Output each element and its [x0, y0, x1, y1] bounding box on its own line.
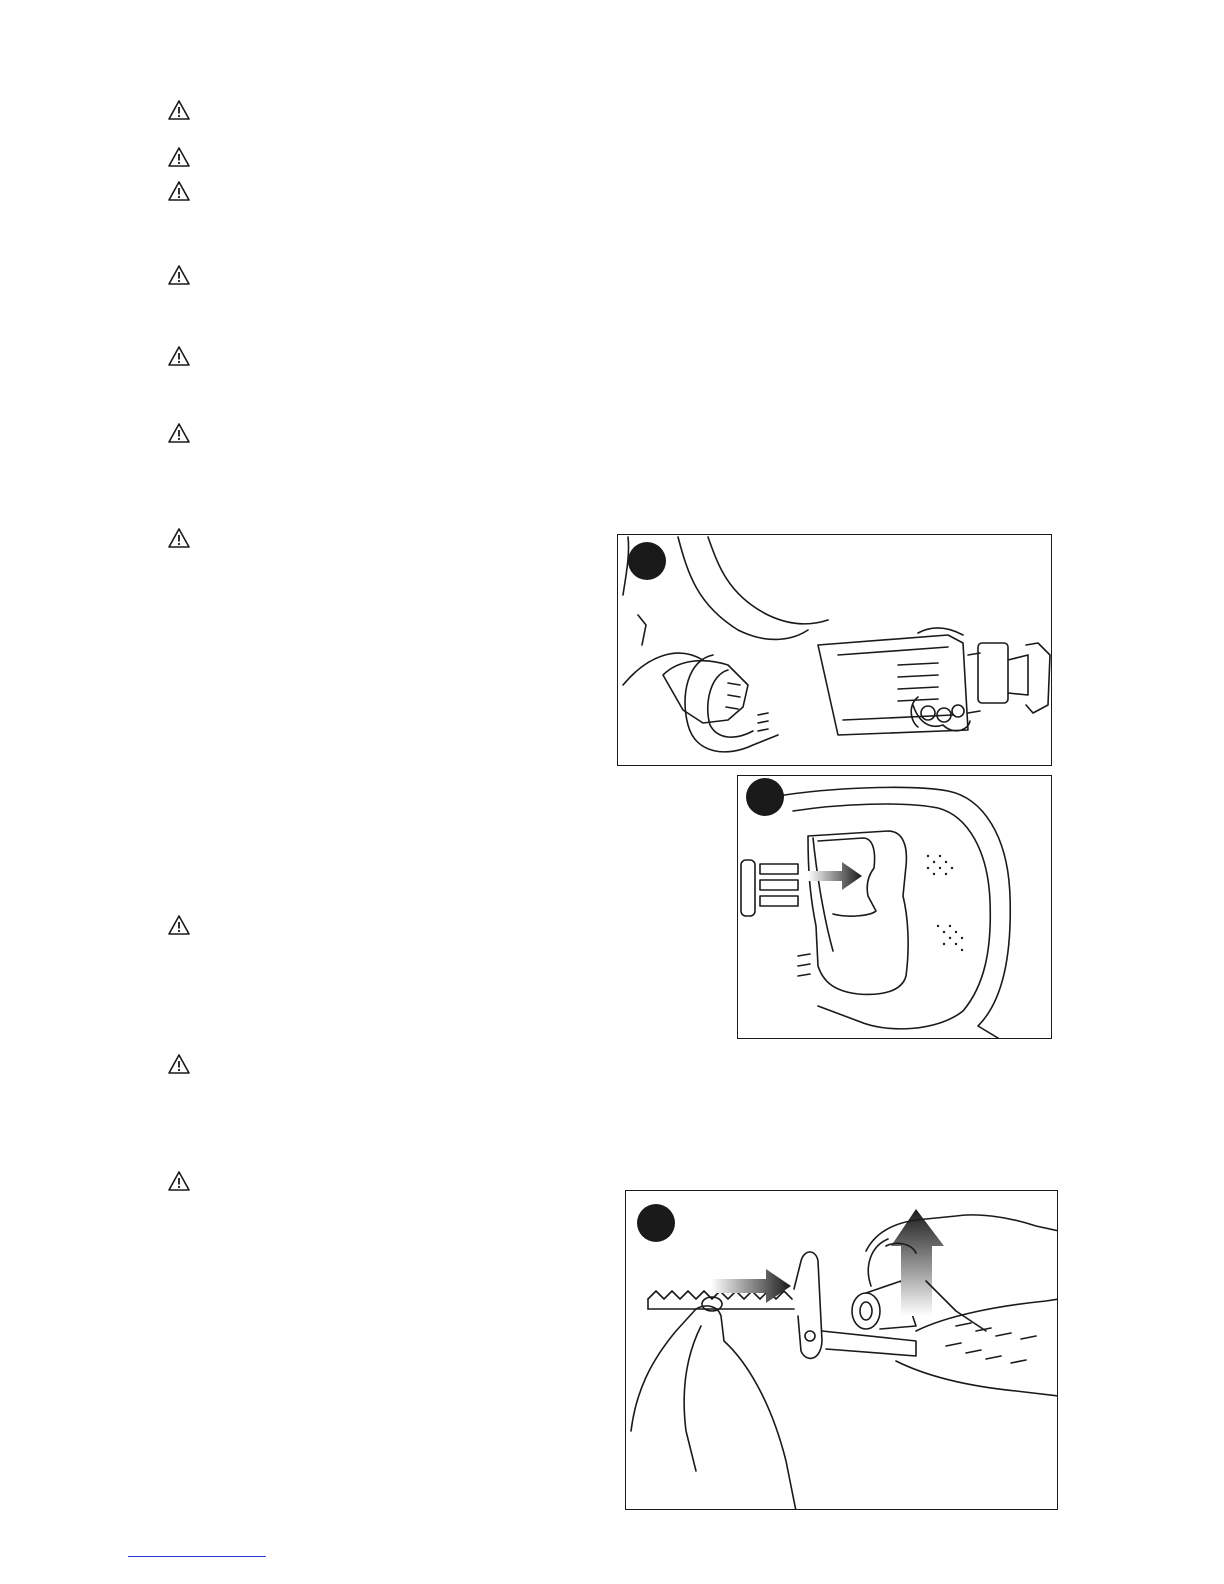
- warning-triangle-icon: [167, 914, 191, 936]
- warning-triangle-icon: [167, 146, 191, 168]
- figure-blade-insertion: [625, 1190, 1058, 1510]
- footer-rule: [128, 1556, 266, 1557]
- warning-triangle-icon: [167, 1053, 191, 1075]
- warning-triangle-icon: [167, 99, 191, 121]
- warning-triangle-icon: [167, 527, 191, 549]
- figure-trigger-lock: [737, 775, 1052, 1039]
- warning-triangle-icon: [167, 180, 191, 202]
- warning-triangle-icon: [167, 1170, 191, 1192]
- figure-marker-icon: [746, 778, 784, 816]
- figure-marker-icon: [628, 542, 666, 580]
- warning-triangle-icon: [167, 345, 191, 367]
- figure-marker-icon: [637, 1204, 675, 1242]
- warning-triangle-icon: [167, 422, 191, 444]
- warning-triangle-icon: [167, 264, 191, 286]
- figure-two-hand-grip: [617, 534, 1052, 766]
